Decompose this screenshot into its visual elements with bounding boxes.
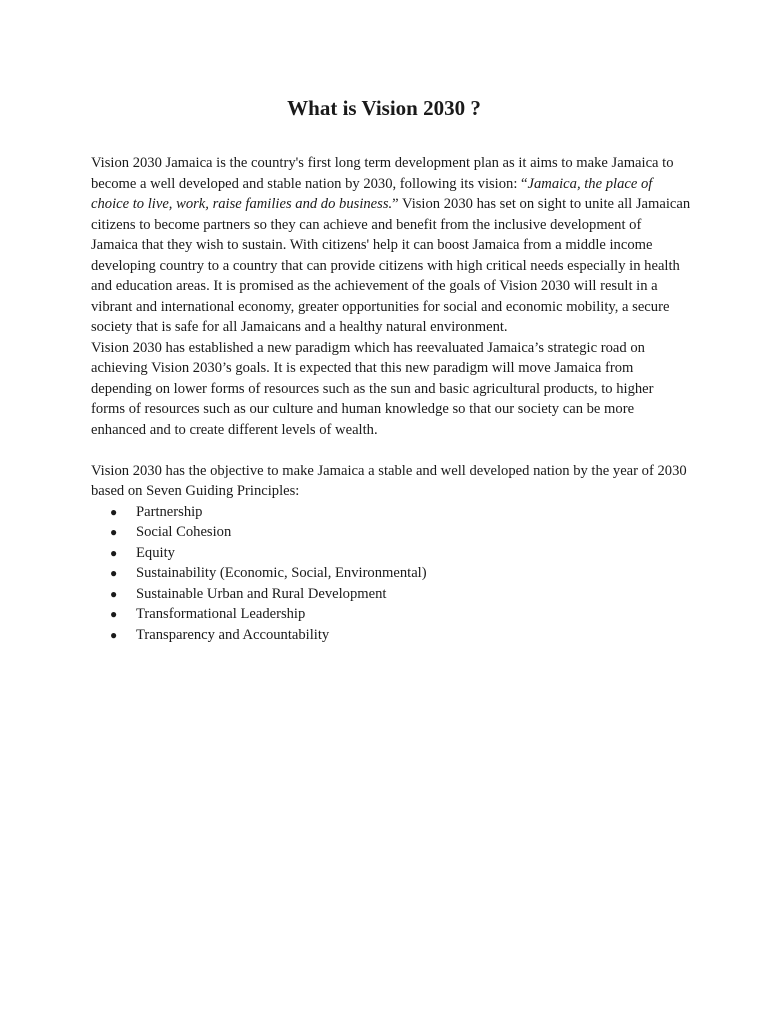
paragraph-vision-intro <box>91 153 691 338</box>
list-item <box>91 522 691 543</box>
bullet-icon: ● <box>110 504 118 519</box>
paragraph-text: Vision 2030 Jamaica is the country's first long term development plan as it aims to make Jamaica to become a well developed and stable nation by 2030, following its vision: “ <box>91 155 674 192</box>
paragraph-objective: Vision 2030 has the objective to make Jamaica a stable and well developed nation by the year of 2030 based on Seven Guiding Principles: <box>91 462 687 499</box>
bullet-icon: ● <box>110 566 118 580</box>
bullet-icon: ● <box>110 545 118 560</box>
list-item <box>91 563 691 584</box>
list-item <box>91 625 691 646</box>
guiding-principles-list <box>91 502 691 646</box>
principle-label: Transparency and Accountability <box>136 626 330 643</box>
bullet-icon: ● <box>110 586 118 601</box>
bullet-icon: ● <box>110 607 118 621</box>
bullet-icon: ● <box>110 627 118 642</box>
principle-label: Sustainability (Economic, Social, Environmental) <box>136 565 427 581</box>
principle-label: Equity <box>136 544 175 561</box>
bullet-icon: ● <box>110 525 118 539</box>
document-body <box>91 153 691 645</box>
paragraph-new-paradigm: Vision 2030 has established a new paradigm which has reevaluated Jamaica’s strategic road on achieving Vision 2030’s goals. It is expected that this new paradigm will move Jamaica from depending on lower forms of resources such as the sun and basic agricultural products, to higher forms of resources such as our culture and human knowledge so that our society can be more enhanced and to create different levels of wealth. <box>91 339 654 438</box>
principle-label: Partnership <box>136 503 203 520</box>
list-item <box>91 604 691 625</box>
paragraph-spacer <box>91 440 691 461</box>
vision-quote: Jamaica, the place of choice to live, work, raise families and do business. <box>91 175 653 212</box>
list-item <box>91 502 691 523</box>
document-title: What is Vision 2030 ? <box>287 96 481 120</box>
paragraph-text: ” Vision 2030 has set on sight to unite all Jamaican citizens to become partners so they can achieve and benefit from the inclusive development of Jamaica that they wish to sustain. With citizens' help it can boost Jamaica from a middle income developing country to a country that can provide citizens with high critical needs especially in health and education areas. It is promised as the achievement of the goals of Vision 2030 will result in a vibrant and international economy, greater opportunities for social and economic mobility, a secure society that is safe for all Jamaicans and a healthy natural environment. <box>91 196 691 335</box>
list-item <box>91 543 691 564</box>
principle-label: Sustainable Urban and Rural Development <box>136 585 387 602</box>
principle-label: Transformational Leadership <box>136 606 306 622</box>
principle-label: Social Cohesion <box>136 524 232 540</box>
list-item <box>91 584 691 605</box>
